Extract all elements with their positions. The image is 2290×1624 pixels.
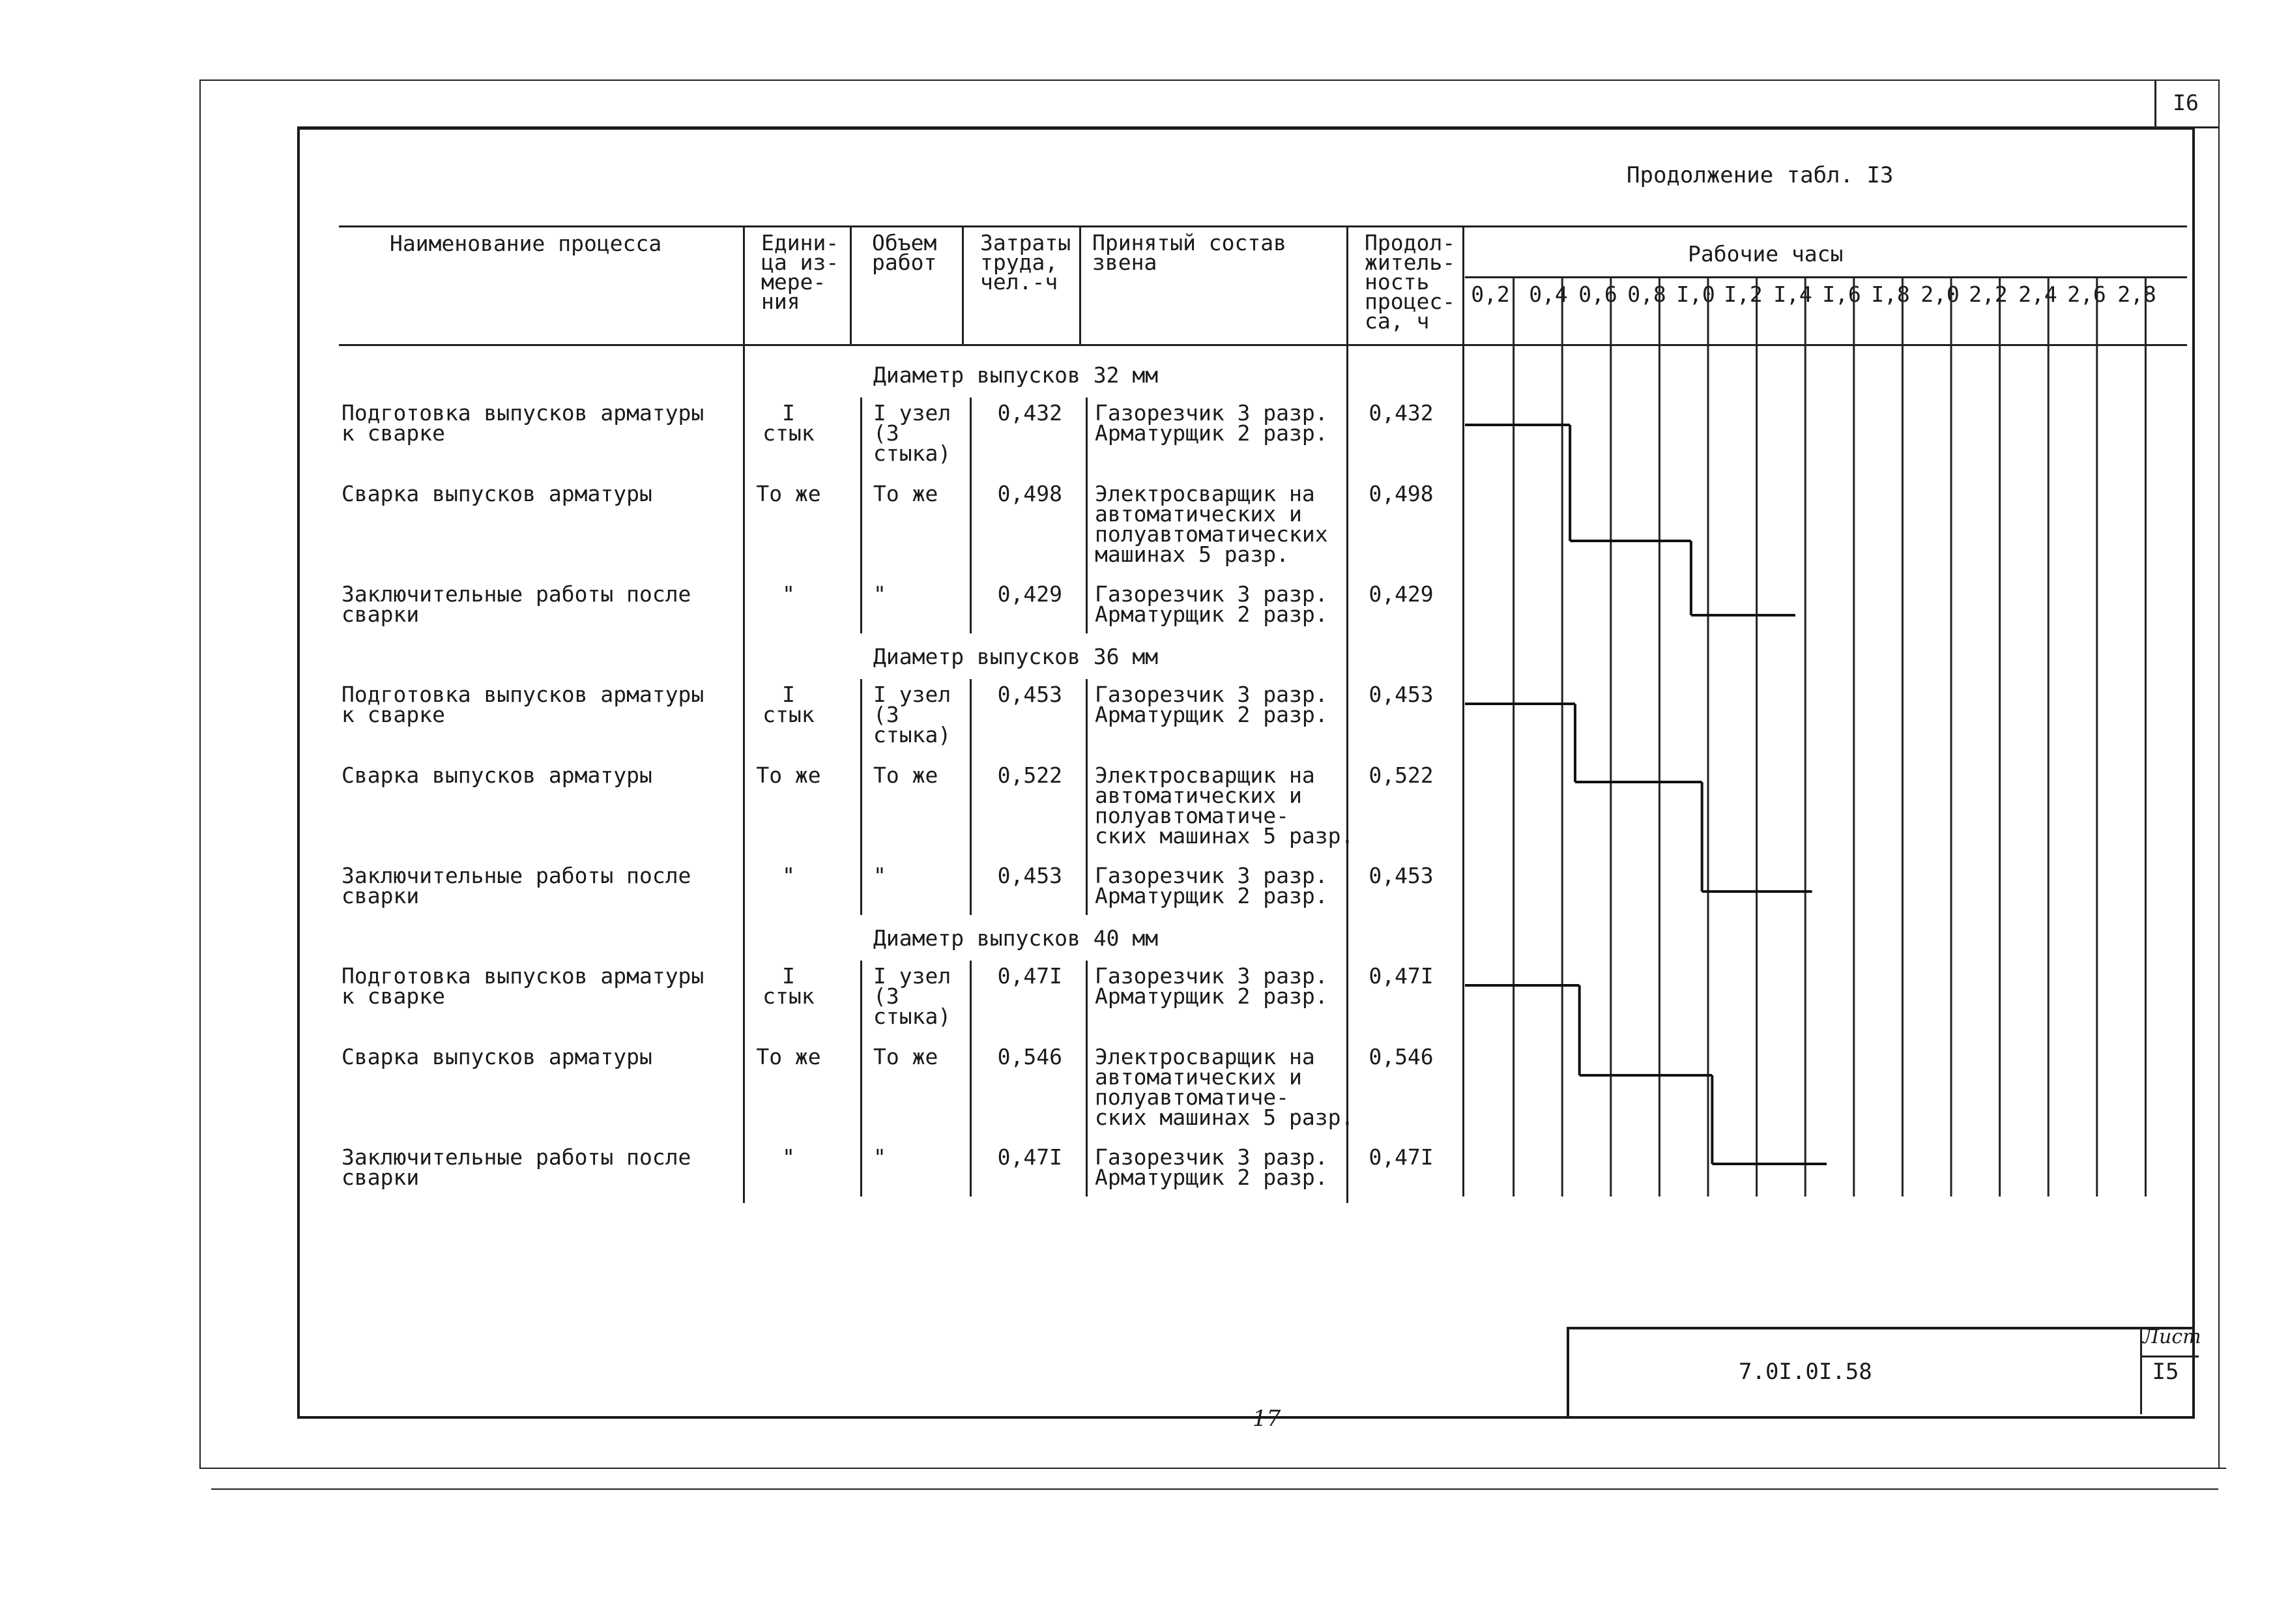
- cell-duration: 0,546: [1369, 1044, 1434, 1069]
- hour-tick-label: I,0: [1676, 282, 1715, 307]
- cell-duration: 0,522: [1369, 762, 1434, 788]
- cell-volume: ": [873, 581, 886, 607]
- cell-crew: Газорезчик 3 разр. Арматурщик 2 разр.: [1095, 581, 1328, 627]
- hour-tick-label: 2,6: [2067, 282, 2106, 307]
- cell-duration: 0,432: [1369, 400, 1434, 426]
- cell-name: Подготовка выпусков арматуры к сварке: [341, 682, 704, 727]
- cell-volume: То же: [873, 762, 938, 788]
- cell-labor: 0,453: [997, 682, 1062, 707]
- cell-crew: Газорезчик 3 разр. Арматурщик 2 разр.: [1095, 400, 1328, 446]
- cell-labor: 0,429: [997, 581, 1062, 607]
- cell-labor: 0,546: [997, 1044, 1062, 1069]
- hour-tick-label: 2,8: [2117, 282, 2156, 307]
- cell-volume: То же: [873, 1044, 938, 1069]
- cell-labor: 0,453: [997, 863, 1062, 888]
- cell-volume: То же: [873, 481, 938, 506]
- cell-crew: Газорезчик 3 разр. Арматурщик 2 разр.: [1095, 963, 1328, 1009]
- cell-duration: 0,429: [1369, 581, 1434, 607]
- hour-tick-label: I,8: [1871, 282, 1910, 307]
- cell-duration: 0,453: [1369, 682, 1434, 707]
- cell-labor: 0,47I: [997, 963, 1062, 989]
- cell-unit: То же: [756, 481, 821, 506]
- cell-name: Сварка выпусков арматуры: [341, 1044, 652, 1069]
- page-number: 17: [1253, 1406, 1281, 1432]
- cell-labor: 0,432: [997, 400, 1062, 426]
- header-duration: Продол- житель- ность процес- са, ч: [1365, 230, 1456, 334]
- header-crew: Принятый состав звена: [1092, 230, 1287, 275]
- cell-labor: 0,498: [997, 481, 1062, 506]
- corner-sheet-number: I6: [2173, 90, 2199, 115]
- cell-crew: Газорезчик 3 разр. Арматурщик 2 разр.: [1095, 682, 1328, 727]
- cell-unit: I стык: [762, 400, 815, 446]
- cell-labor: 0,522: [997, 762, 1062, 788]
- header-labor: Затраты труда, чел.-ч: [980, 230, 1071, 295]
- stamp-divider: [2140, 1327, 2142, 1414]
- cell-name: Сварка выпусков арматуры: [341, 762, 652, 788]
- stamp-doc-code: 7.0I.0I.58: [1739, 1359, 1872, 1385]
- cell-name: Заключительные работы после сварки: [341, 581, 691, 627]
- hour-tick-label: 2,4: [2018, 282, 2057, 307]
- section-title: Диаметр выпусков 36 мм: [873, 644, 1159, 669]
- cell-crew: Газорезчик 3 разр. Арматурщик 2 разр.: [1095, 863, 1328, 908]
- hour-tick-label: 0,6: [1578, 282, 1617, 307]
- cell-name: Сварка выпусков арматуры: [341, 481, 652, 506]
- cell-duration: 0,498: [1369, 481, 1434, 506]
- cell-duration: 0,47I: [1369, 1144, 1434, 1170]
- cell-unit: ": [782, 581, 795, 607]
- cell-crew: Электросварщик на автоматических и полуавтоматиче- ских машинах 5 разр.: [1095, 1044, 1354, 1130]
- cell-volume: ": [873, 863, 886, 888]
- hour-tick-label: I,4: [1773, 282, 1812, 307]
- stamp-block: [1567, 1327, 2192, 1418]
- cell-volume: I узел (3 стыка): [873, 963, 951, 1029]
- header-process-name: Наименование процесса: [390, 231, 662, 256]
- cell-name: Заключительные работы после сварки: [341, 863, 691, 908]
- cell-crew: Электросварщик на автоматических и полуавтоматиче- ских машинах 5 разр.: [1095, 762, 1354, 848]
- hour-tick-label: 0,4: [1529, 282, 1568, 307]
- header-volume: Объем работ: [872, 230, 937, 275]
- header-unit: Едини- ца из- мере- ния: [761, 230, 839, 314]
- cell-name: Подготовка выпусков арматуры к сварке: [341, 400, 704, 446]
- stamp-label-rule: [2140, 1356, 2199, 1357]
- cell-crew: Газорезчик 3 разр. Арматурщик 2 разр.: [1095, 1144, 1328, 1190]
- cell-duration: 0,453: [1369, 863, 1434, 888]
- cell-volume: I узел (3 стыка): [873, 682, 951, 747]
- cell-crew: Электросварщик на автоматических и полуавтоматических машинах 5 разр.: [1095, 481, 1328, 567]
- cell-unit: ": [782, 863, 795, 888]
- cell-volume: I узел (3 стыка): [873, 400, 951, 466]
- section-title: Диаметр выпусков 32 мм: [873, 362, 1159, 388]
- cell-volume: ": [873, 1144, 886, 1170]
- header-working-hours: Рабочие часы: [1688, 241, 1844, 267]
- stamp-sheet-number: I5: [2152, 1359, 2179, 1385]
- table-caption: Продолжение табл. I3: [1627, 162, 1894, 188]
- cell-name: Заключительные работы после сварки: [341, 1144, 691, 1190]
- section-title: Диаметр выпусков 40 мм: [873, 925, 1159, 951]
- cell-name: Подготовка выпусков арматуры к сварке: [341, 963, 704, 1009]
- hour-tick-label: 2,2: [1969, 282, 2008, 307]
- hour-tick-label: I,2: [1724, 282, 1763, 307]
- cell-duration: 0,47I: [1369, 963, 1434, 989]
- cell-unit: ": [782, 1144, 795, 1170]
- stamp-sheet-label: Лист: [2143, 1326, 2201, 1348]
- hour-tick-label: 0,2: [1471, 282, 1510, 307]
- cell-unit: То же: [756, 1044, 821, 1069]
- cell-labor: 0,47I: [997, 1144, 1062, 1170]
- hour-tick-label: 2,0: [1920, 282, 1960, 307]
- cell-unit: То же: [756, 762, 821, 788]
- cell-unit: I стык: [762, 963, 815, 1009]
- hour-tick-label: I,6: [1822, 282, 1861, 307]
- hour-tick-label: 0,8: [1627, 282, 1666, 307]
- cell-unit: I стык: [762, 682, 815, 727]
